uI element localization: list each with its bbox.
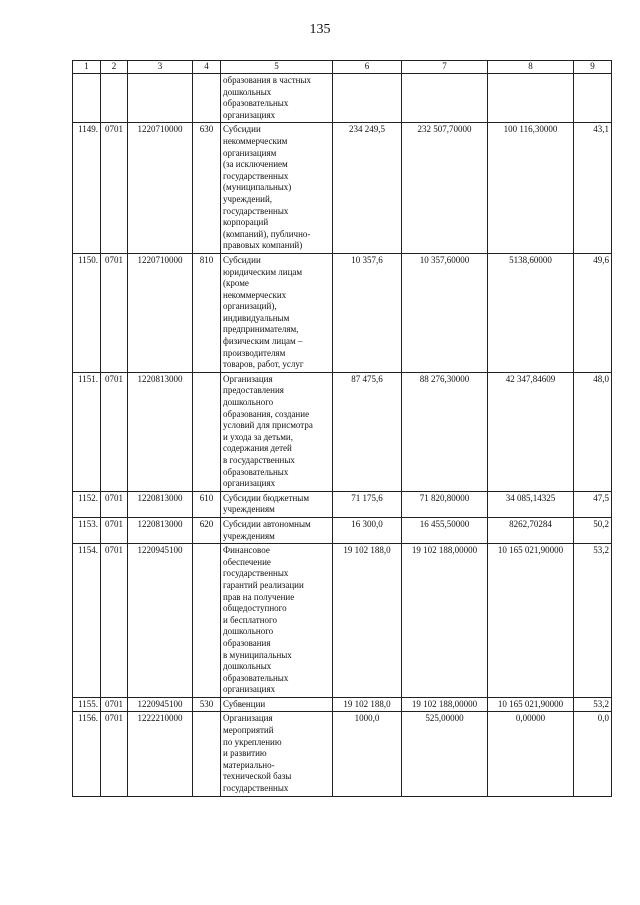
column-header: 6 — [333, 61, 402, 74]
table-row — [73, 491, 612, 517]
table-row — [73, 712, 612, 796]
item-description: Субвенции — [221, 697, 333, 712]
column-header: 3 — [128, 61, 193, 74]
target-article-code: 1220813000 — [128, 491, 193, 517]
execution-percent — [574, 74, 612, 123]
expense-type-code: 620 — [193, 517, 221, 543]
column-header: 5 — [221, 61, 333, 74]
row-number: 1151. — [73, 372, 101, 491]
target-article-code: 1220710000 — [128, 253, 193, 372]
table-row — [73, 544, 612, 698]
executed-amount — [488, 74, 574, 123]
column-header: 1 — [73, 61, 101, 74]
item-description: Субсидии некоммерческим организациям (за исключением государственных (муниципальных) учреждений, государственных корпораций (компаний), публично- правовых компаний) — [221, 123, 333, 254]
approved-amount: 10 357,6 — [333, 253, 402, 372]
row-number: 1153. — [73, 517, 101, 543]
section-code: 0701 — [101, 253, 128, 372]
expense-type-code: 630 — [193, 123, 221, 254]
execution-percent: 50,2 — [574, 517, 612, 543]
planned-amount: 19 102 188,00000 — [402, 697, 488, 712]
expense-type-code: 610 — [193, 491, 221, 517]
table-row — [73, 74, 612, 123]
table-row — [73, 253, 612, 372]
approved-amount: 16 300,0 — [333, 517, 402, 543]
item-description: Финансовое обеспечение государственных гарантий реализации прав на получение общедоступного и бесплатного дошкольного образования в муниципальных дошкольных образовательных организациях — [221, 544, 333, 698]
section-code: 0701 — [101, 697, 128, 712]
planned-amount: 232 507,70000 — [402, 123, 488, 254]
section-code: 0701 — [101, 712, 128, 796]
row-number: 1154. — [73, 544, 101, 698]
expense-type-code — [193, 712, 221, 796]
item-description: Субсидии автономным учреждениям — [221, 517, 333, 543]
section-code: 0701 — [101, 517, 128, 543]
executed-amount: 100 116,30000 — [488, 123, 574, 254]
target-article-code: 1220710000 — [128, 123, 193, 254]
table-row — [73, 517, 612, 543]
table-body — [73, 74, 612, 797]
column-header: 9 — [574, 61, 612, 74]
page-number: 135 — [309, 22, 331, 37]
target-article-code: 1220813000 — [128, 372, 193, 491]
column-header: 2 — [101, 61, 128, 74]
item-description: Субсидии юридическим лицам (кроме некоммерческих организаций), индивидуальным предпринимателям, физическим лицам – производителям товаров, работ, услуг — [221, 253, 333, 372]
table-row — [73, 697, 612, 712]
column-header: 4 — [193, 61, 221, 74]
execution-percent: 47,5 — [574, 491, 612, 517]
table-row — [73, 372, 612, 491]
table-row — [73, 123, 612, 254]
target-article-code: 1220945100 — [128, 544, 193, 698]
executed-amount: 10 165 021,90000 — [488, 544, 574, 698]
expense-type-code: 810 — [193, 253, 221, 372]
section-code: 0701 — [101, 491, 128, 517]
row-number: 1155. — [73, 697, 101, 712]
item-description: образования в частных дошкольных образовательных организациях — [221, 74, 333, 123]
executed-amount: 5138,60000 — [488, 253, 574, 372]
executed-amount: 0,00000 — [488, 712, 574, 796]
planned-amount: 10 357,60000 — [402, 253, 488, 372]
planned-amount: 71 820,80000 — [402, 491, 488, 517]
target-article-code: 1222210000 — [128, 712, 193, 796]
execution-percent: 43,1 — [574, 123, 612, 254]
item-description: Субсидии бюджетным учреждениям — [221, 491, 333, 517]
section-code: 0701 — [101, 123, 128, 254]
column-number-row — [73, 61, 612, 74]
section-code: 0701 — [101, 372, 128, 491]
approved-amount: 71 175,6 — [333, 491, 402, 517]
budget-table — [72, 60, 612, 797]
execution-percent: 49,6 — [574, 253, 612, 372]
planned-amount: 88 276,30000 — [402, 372, 488, 491]
execution-percent: 0,0 — [574, 712, 612, 796]
column-header: 7 — [402, 61, 488, 74]
expense-type-code — [193, 372, 221, 491]
row-number — [73, 74, 101, 123]
planned-amount: 16 455,50000 — [402, 517, 488, 543]
planned-amount — [402, 74, 488, 123]
item-description: Организация предоставления дошкольного образования, создание условий для присмотра и ухода за детьми, содержания детей в государственных образовательных организациях — [221, 372, 333, 491]
execution-percent: 48,0 — [574, 372, 612, 491]
planned-amount: 19 102 188,00000 — [402, 544, 488, 698]
approved-amount: 1000,0 — [333, 712, 402, 796]
approved-amount — [333, 74, 402, 123]
section-code — [101, 74, 128, 123]
target-article-code — [128, 74, 193, 123]
column-header: 8 — [488, 61, 574, 74]
executed-amount: 10 165 021,90000 — [488, 697, 574, 712]
planned-amount: 525,00000 — [402, 712, 488, 796]
section-code: 0701 — [101, 544, 128, 698]
expense-type-code — [193, 74, 221, 123]
executed-amount: 8262,70284 — [488, 517, 574, 543]
approved-amount: 87 475,6 — [333, 372, 402, 491]
execution-percent: 53,2 — [574, 697, 612, 712]
item-description: Организация мероприятий по укреплению и развитию материально- технической базы государственных — [221, 712, 333, 796]
row-number: 1152. — [73, 491, 101, 517]
expense-type-code — [193, 544, 221, 698]
expense-type-code: 530 — [193, 697, 221, 712]
approved-amount: 234 249,5 — [333, 123, 402, 254]
approved-amount: 19 102 188,0 — [333, 697, 402, 712]
approved-amount: 19 102 188,0 — [333, 544, 402, 698]
row-number: 1150. — [73, 253, 101, 372]
target-article-code: 1220945100 — [128, 697, 193, 712]
row-number: 1156. — [73, 712, 101, 796]
executed-amount: 42 347,84609 — [488, 372, 574, 491]
target-article-code: 1220813000 — [128, 517, 193, 543]
row-number: 1149. — [73, 123, 101, 254]
execution-percent: 53,2 — [574, 544, 612, 698]
executed-amount: 34 085,14325 — [488, 491, 574, 517]
